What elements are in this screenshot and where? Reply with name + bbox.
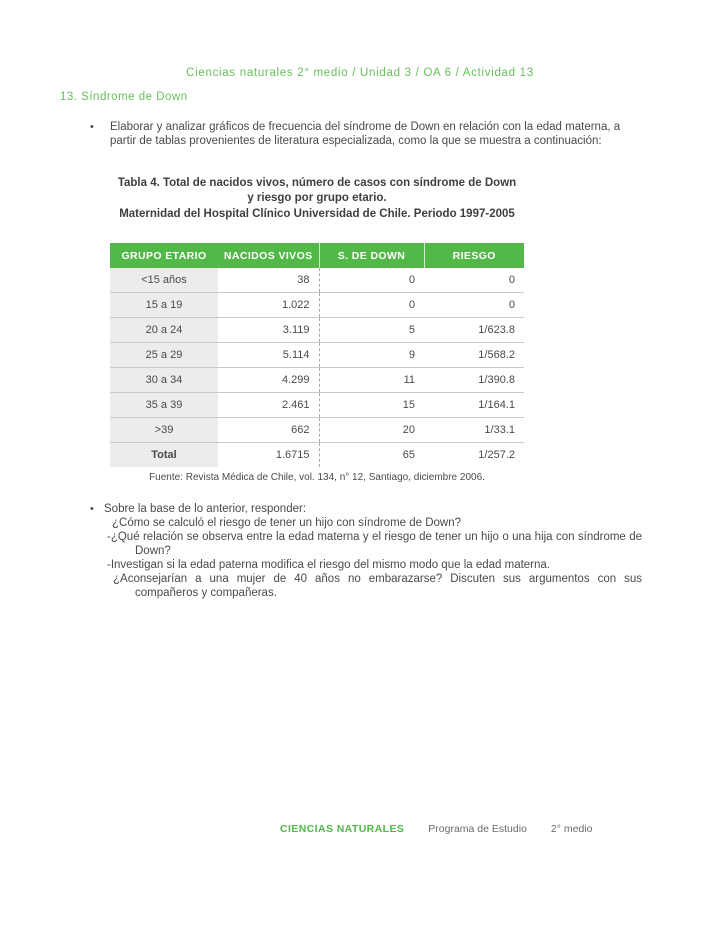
cell-riesgo: 1/164.1 (478, 399, 515, 411)
table-row (110, 393, 524, 418)
question-item: -Investigan si la edad paterna modifica el riesgo del mismo modo que la edad materna. (107, 559, 550, 571)
intro-text: Elaborar y analizar gráficos de frecuencia del síndrome de Down en relación con la edad materna, a partir de tablas provenientes de literatura especializada, como la que se muestra a continuación: (110, 121, 621, 147)
table-row-total (110, 443, 524, 468)
table-header-row (110, 243, 524, 268)
footer-brand: CIENCIAS NATURALES (280, 823, 405, 835)
bullet-marker: • (90, 121, 94, 133)
col-header-grupo-etario: GRUPO ETARIO (110, 243, 218, 268)
cell-grupo-etario: <15 años (110, 268, 218, 293)
cell-s-de-down: 9 (319, 343, 424, 368)
cell-grupo-etario: Total (110, 443, 218, 468)
cell-nacidos-vivos: 662 (291, 424, 310, 436)
table-title-line1: Tabla 4. Total de nacidos vivos, número de casos con síndrome de Down (117, 177, 517, 189)
cell-s-de-down: 11 (319, 368, 424, 393)
cell-grupo-etario: 35 a 39 (110, 393, 218, 418)
cell-riesgo: 1/623.8 (478, 324, 515, 336)
cell-s-de-down: 65 (319, 443, 424, 468)
questions-section (86, 502, 642, 600)
cell-grupo-etario: 30 a 34 (110, 368, 218, 393)
page-footer (280, 823, 592, 835)
cell-nacidos-vivos: 4.299 (281, 374, 310, 386)
cell-s-de-down: 5 (319, 318, 424, 343)
intro-paragraph (86, 120, 646, 148)
table-subtitle: Maternidad del Hospital Clínico Universidad de Chile. Periodo 1997-2005 (119, 208, 515, 220)
cell-riesgo: 1/568.2 (478, 349, 515, 361)
cell-nacidos-vivos: 38 (297, 274, 310, 286)
cell-s-de-down: 0 (319, 293, 424, 318)
col-header-riesgo: RIESGO (424, 243, 524, 268)
cell-nacidos-vivos: 5.114 (282, 349, 310, 361)
footer-program-label: Programa de Estudio (428, 823, 527, 835)
down-syndrome-table (110, 243, 524, 467)
cell-nacidos-vivos: 2.461 (281, 399, 310, 411)
footer-grade-label: 2° medio (550, 823, 593, 835)
cell-riesgo: 0 (508, 274, 515, 286)
questions-lead-text: Sobre la base de lo anterior, responder: (104, 503, 307, 515)
col-header-s-de-down: S. DE DOWN (319, 243, 424, 268)
col-header-nacidos-vivos: NACIDOS VIVOS (218, 243, 319, 268)
table-title-line2: y riesgo por grupo etario. (247, 192, 387, 204)
table-row (110, 318, 524, 343)
cell-riesgo: 1/390.8 (478, 374, 515, 386)
table-row (110, 368, 524, 393)
bullet-marker: • (90, 503, 94, 515)
question-item: ¿Cómo se calculó el riesgo de tener un hijo con síndrome de Down? (112, 517, 462, 529)
cell-nacidos-vivos: 1.6715 (275, 449, 310, 461)
cell-s-de-down: 15 (319, 393, 424, 418)
cell-grupo-etario: 15 a 19 (110, 293, 218, 318)
table-row (110, 343, 524, 368)
cell-riesgo: 0 (508, 299, 515, 311)
cell-grupo-etario: >39 (110, 418, 218, 443)
activity-title: 13. Síndrome de Down (60, 91, 188, 103)
cell-riesgo: 1/33.1 (484, 424, 515, 436)
cell-nacidos-vivos: 3.119 (282, 324, 310, 336)
cell-nacidos-vivos: 1.022 (281, 299, 310, 311)
cell-grupo-etario: 20 a 24 (110, 318, 218, 343)
cell-s-de-down: 20 (319, 418, 424, 443)
question-item: ¿Aconsejarían a una mujer de 40 años no embarazarse? Discuten sus argumentos con sus compañeros y compañeras. (113, 573, 642, 599)
breadcrumb: Ciencias naturales 2° medio / Unidad 3 / OA 6 / Actividad 13 (186, 67, 534, 79)
table-row (110, 418, 524, 443)
table-row (110, 293, 524, 318)
table-source: Fuente: Revista Médica de Chile, vol. 134, n° 12, Santiago, diciembre 2006. (149, 472, 485, 483)
question-item: -¿Qué relación se observa entre la edad materna y el riesgo de tener un hijo o una hija con síndrome de Down? (107, 531, 642, 557)
questions-lead (86, 502, 642, 516)
cell-grupo-etario: 25 a 29 (110, 343, 218, 368)
table-caption (110, 176, 524, 222)
table-row (110, 268, 524, 293)
cell-riesgo: 1/257.2 (478, 449, 515, 461)
cell-s-de-down: 0 (319, 268, 424, 293)
